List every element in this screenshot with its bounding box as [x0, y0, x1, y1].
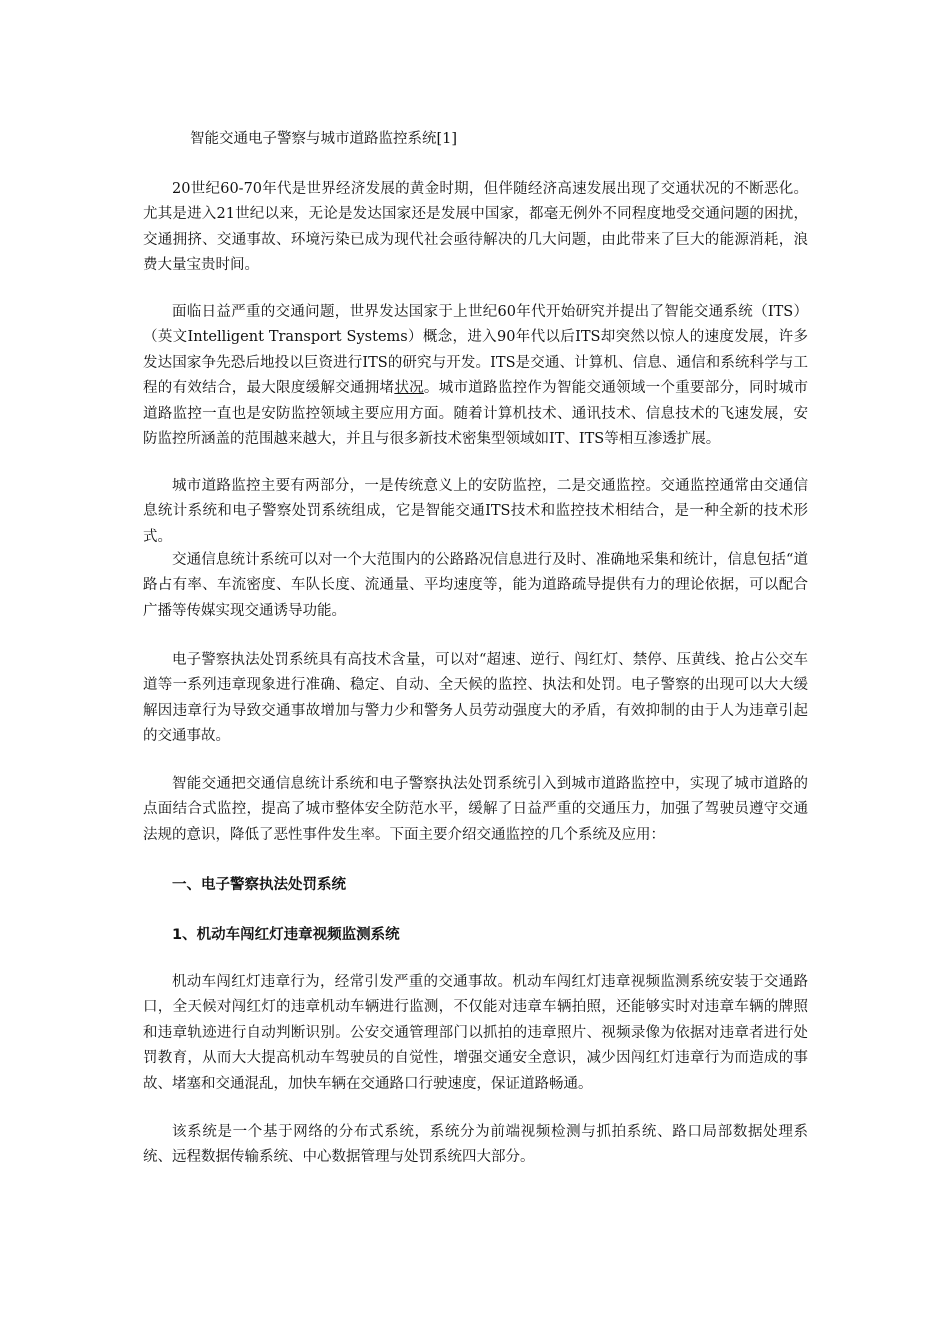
paragraph-traffic-info: 交通信息统计系统可以对一个大范围内的公路路况信息进行及时、准确地采集和统计，信息包括“道路占有率、车流密度、车队长度、流通量、平均速度等，能为道路疏导提供有力的理论依据，可以配合广播等传媒实现交通诱导功能。 [143, 552, 808, 619]
paragraph-red-light: 机动车闯红灯违章行为，经常引发严重的交通事故。机动车闯红灯违章视频监测系统安装于交通路口，全天候对闯红灯的违章机动车辆进行监测，不仅能对违章车辆拍照，还能够实时对违章车辆的牌照和违章轨迹进行自动判断识别。公安交通管理部门以抓拍的违章照片、视频录像为依据对违章者进行处罚教育，从而大大提高机动车驾驶员的自觉性，增强交通安全意识，减少因闯红灯违章行为而造成的事故、堵塞和交通混乱，加快车辆在交通路口行驶速度，保证道路畅通。 [143, 974, 808, 1092]
subsection-heading: 1、机动车闯红灯违章视频监测系统 [172, 927, 400, 943]
its-text-before: 面临日益严重的交通问题，世界发达国家于上世纪60年代开始研究并提出了智能交通系统（ITS）（英文Intelligent Transport Systems）概念，进入90年代以后ITS却突然以惊人的速度发展，许多发达国家争先恐后地投以巨资进行ITS的研究与开发。ITS是交通、计算机、信息、通信和系统科学与工程的有效结合，最大限度缓解交通拥堵 [143, 304, 808, 397]
paragraph-intro: 20世纪60-70年代是世界经济发展的黄金时期，但伴随经济高速发展出现了交通状况的不断恶化。尤其是进入21世纪以来，无论是发达国家还是发展中国家，都毫无例外不同程度地受交通问题的困扰，交通拥挤、交通事故、环境污染已成为现代社会亟待解决的几大问题，由此带来了巨大的能源消耗，浪费大量宝贵时间。 [143, 181, 808, 274]
paragraph-integration: 智能交通把交通信息统计系统和电子警察执法处罚系统引入到城市道路监控中，实现了城市道路的点面结合式监控，提高了城市整体安全防范水平，缓解了日益严重的交通压力，加强了驾驶员遵守交通法规的意识，降低了恶性事件发生率。下面主要介绍交通监控的几个系统及应用： [143, 776, 808, 843]
paragraph-e-police: 电子警察执法处罚系统具有高技术含量，可以对“超速、逆行、闯红灯、禁停、压黄线、抢占公交车道等一系列违章现象进行准确、稳定、自动、全天候的监控、执法和处罚。电子警察的出现可以大大缓解因违章行为导致交通事故增加与警力少和警务人员劳动强度大的矛盾，有效抑制的由于人为违章引起的交通事故。 [143, 652, 808, 745]
paragraph-its [143, 300, 808, 452]
paragraph-monitoring: 城市道路监控主要有两部分，一是传统意义上的安防监控，二是交通监控。交通监控通常由交通信息统计系统和电子警察处罚系统组成，它是智能交通ITS技术和监控技术相结合，是一种全新的技术形式。 [143, 478, 808, 545]
its-text-after: 。城市道路监控作为智能交通领域一个重要部分，同时城市道路监控一直也是安防监控领域主要应用方面。随着计算机技术、通讯技术、信息技术的飞速发展，安防监控所涵盖的范围越来越大，并且与很多新技术密集型领域如IT、ITS等相互渗透扩展。 [143, 380, 809, 448]
paragraph-system-structure: 该系统是一个基于网络的分布式系统，系统分为前端视频检测与抓拍系统、路口局部数据处理系统、远程数据传输系统、中心数据管理与处罚系统四大部分。 [143, 1124, 808, 1166]
status-link[interactable]: 状况 [394, 380, 424, 397]
document-title: 智能交通电子警察与城市道路监控系统[1] [190, 131, 458, 147]
section-heading: 一、电子警察执法处罚系统 [172, 877, 346, 893]
